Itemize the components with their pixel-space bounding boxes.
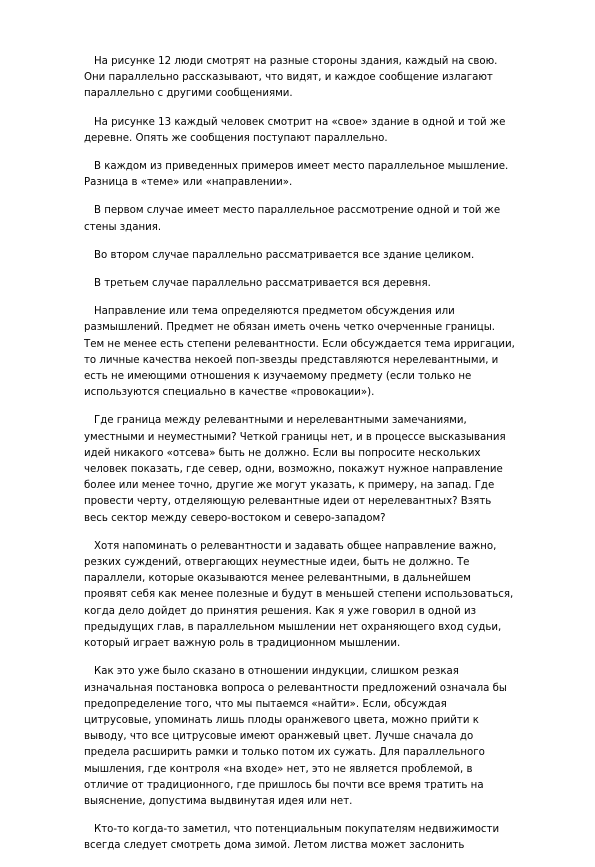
paragraph — [84, 304, 544, 401]
text-line: стены здания. — [84, 221, 162, 233]
text-line: предопределение того, что мы пытаемся «найти». Если, обсуждая — [84, 698, 447, 710]
text-line: Хотя напоминать о релевантности и задавать общее направление важно, — [94, 540, 497, 552]
paragraph — [84, 159, 544, 191]
text-line: На рисунке 12 люди смотрят на разные стороны здания, каждый на свою. — [94, 56, 498, 67]
text-line: то личные качества некоей поп-звезды представляются нерелевантными, и — [84, 354, 499, 366]
text-line: Как это уже было сказано в отношении индукции, слишком резкая — [94, 666, 459, 678]
paragraph — [84, 203, 544, 235]
paragraph — [84, 822, 544, 854]
text-line: В третьем случае параллельно рассматривается вся деревня. — [94, 278, 431, 290]
document-body — [84, 54, 544, 867]
text-line: человек показать, где север, одни, возможно, покажут нужное направление — [84, 464, 503, 476]
text-line: Где граница между релевантными и нерелевантными замечаниями, — [94, 415, 467, 427]
text-line: предела расширить рамки и только потом их сужать. Для параллельного — [84, 747, 485, 759]
text-line: изначальная постановка вопроса о релевантности предложений означала бы — [84, 682, 507, 694]
text-line: Кто-то когда-то заметил, что потенциальным покупателям недвижимости — [94, 824, 500, 836]
text-line: проявят себя как менее полезные и будут в меньшей степени использоваться, — [84, 589, 514, 601]
paragraph — [84, 276, 544, 292]
text-line: весь сектор между северо-востоком и северо-западом? — [84, 512, 386, 524]
text-line: используются специально в качестве «провокации»). — [84, 387, 375, 399]
text-line: мышления, где контроля «на входе» нет, это не является проблемой, в — [84, 763, 473, 775]
text-line: отличие от традиционного, где пришлось бы почти все время тратить на — [84, 779, 484, 791]
text-line: параллельно с другими сообщениями. — [84, 88, 293, 100]
text-line: Тем не менее есть степени релевантности. Если обсуждается тема ирригации, — [84, 338, 515, 350]
paragraph — [84, 664, 544, 810]
text-line: который играет важную роль в традиционном мышлении. — [84, 638, 401, 650]
text-line: провести черту, отделяющую релевантные идеи от нерелевантных? Взять — [84, 496, 492, 508]
text-line: когда дело дойдет до принятия решения. Как я уже говорил в одной из — [84, 605, 477, 617]
text-line: всегда следует смотреть дома зимой. Летом листва может заслонить — [84, 840, 465, 852]
paragraph — [84, 115, 544, 147]
text-line: Направление или тема определяются предметом обсуждения или — [94, 306, 455, 318]
text-line: резких суждений, отвергающих неуместные идеи, быть не должно. Те — [84, 557, 470, 569]
text-line: предыдущих глав, в параллельном мышлении нет охраняющего вход судьи, — [84, 621, 502, 633]
text-line: В каждом из приведенных примеров имеет место параллельное мышление. — [94, 161, 509, 173]
text-line: Во втором случае параллельно рассматривается все здание целиком. — [94, 249, 475, 261]
text-line: параллели, которые оказываются менее релевантными, в дальнейшем — [84, 573, 471, 585]
paragraph — [84, 539, 544, 652]
text-line: уместными и неуместными? Четкой границы нет, и в процессе высказывания — [84, 431, 506, 443]
text-line: идей никакого «отсева» быть не должно. Если вы попросите нескольких — [84, 447, 481, 459]
text-line: деревне. Опять же сообщения поступают параллельно. — [84, 132, 388, 144]
paragraph — [84, 248, 544, 264]
text-line: выводу, что все цитрусовые имеют оранжевый цвет. Лучше сначала до — [84, 731, 474, 743]
text-line: есть не имеющими отношения к изучаемому предмету (если только не — [84, 371, 472, 383]
paragraph — [84, 413, 544, 526]
text-line: более или менее точно, другие же могут указать, к примеру, на запад. Где — [84, 480, 495, 492]
paragraph — [84, 54, 544, 103]
text-line: цитрусовые, упоминать лишь плоды оранжевого цвета, можно прийти к — [84, 714, 479, 726]
text-line: В первом случае имеет место параллельное рассмотрение одной и той же — [94, 205, 501, 217]
text-line: выяснение, допустима выдвинутая идея или нет. — [84, 795, 353, 807]
text-line: размышлений. Предмет не обязан иметь очень четко очерченные границы. — [84, 322, 495, 334]
text-line: Разница в «теме» или «направлении». — [84, 177, 293, 189]
text-line: На рисунке 13 каждый человек смотрит на «свое» здание в одной и той же — [94, 116, 506, 128]
text-line: Они параллельно рассказывают, что видят, и каждое сообщение излагают — [84, 72, 493, 84]
